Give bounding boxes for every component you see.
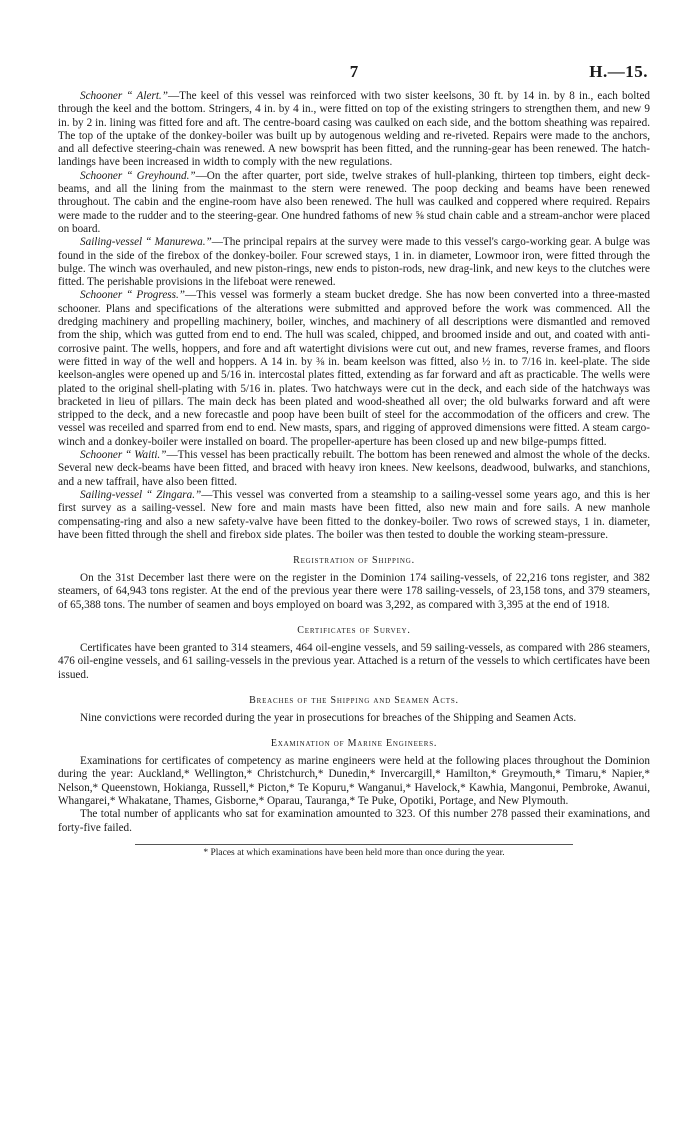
section-paragraph: On the 31st December last there were on the register in the Dominion 174 sailing-vessels, of 22,216 tons register, and 382 steamers, of 64,943 tons register. At the end of the previous year there were 178 sailing-vessels, of 23,158 tons, and 379 steamers, of 65,388 tons. The number of seamen and boys employed on board was 3,292, as compared with 3,395 at the end of 1918.: [58, 572, 650, 611]
section-paragraph: Nine convictions were recorded during the year in prosecutions for breaches of the Shipping and Seamen Acts.: [80, 711, 577, 724]
vessel-paragraph-text: —This vessel has been practically rebuilt. The bottom has been renewed and almost the whole of the decks. Several new deck-beams have been fitted, and braced with heavy iron knees. New keelsons, deadwood, bulwarks, and stanchions, and a new taffrail, have also been fitted.: [58, 449, 650, 488]
section-paragraph: Examinations for certificates of competency as marine engineers were held at the following places throughout the Dominion during the year: Auckland,* Wellington,* Christchurch,* Dunedin,* Invercargill,* Hamilton,* Greymouth,* Timaru,* Napier,* Nelson,* Queenstown, Hokianga, Russell,* Picton,* Te Kopuru,* Wanganui,* Havelock,* Kawhia, Mangonui, Pembroke, Awanui, Whangarei,* Whakatane, Thames, Gisborne,* Oparau, Tauranga,* Te Puke, Opotiki, Portage, and New Plymouth.: [58, 755, 650, 808]
section-paragraph: The total number of applicants who sat for examination amounted to 323. Of this number 278 passed their examinations, and forty-five failed.: [58, 808, 650, 834]
page-header: [58, 62, 650, 90]
document-reference: H.—15.: [589, 62, 648, 81]
vessel-name: Sailing-vessel “ Manurewa.”: [80, 236, 212, 249]
vessel-name: Schooner “ Progress.”: [80, 289, 186, 302]
vessel-repairs-section: [58, 90, 650, 542]
report-sections: [58, 555, 650, 835]
section-paragraph: Certificates have been granted to 314 steamers, 464 oil-engine vessels, and 59 sailing-vessels, as compared with 286 steamers, 476 oil-engine vessels, and 61 sailing-vessels in the previous year. Attached is a return of the vessels to which certificates have been issued.: [58, 641, 650, 681]
vessel-name: Schooner “ Greyhound.”: [80, 169, 196, 182]
vessel-paragraph: [58, 289, 650, 449]
vessel-paragraph-text: —This vessel was converted from a steamship to a sailing-vessel some years ago, and this is her first survey as a sailing-vessel. New fore and main masts have been fitted, also new main and fore sails. A new manhole compensating-ring and also a new safety-valve have been fitted to the donkey-boiler. Two rows of screwed stays, 1 in. diameter, have been fitted through the shell and firebox side plates. The boiler was then tested to double the working steam-pressure.: [58, 488, 650, 541]
footnote-rule: [135, 844, 573, 845]
vessel-paragraph-text: —This vessel was formerly a steam bucket dredge. She has now been converted into a three-masted schooner. Plans and specifications of the alterations were submitted and approved before the work was commenced. All the dredging machinery and propelling machinery, boiler, winches, and machinery of all descriptions were dismantled and removed from the ship, which was gutted from end to end. The hull was scaled, chipped, and broomed inside and out, and coated with anti-corrosive paint. The wells, hoppers, and fore and aft watertight divisions were cut out, and new frames, reverse frames, and floors were fitted in way of the well and hoppers. A 14 in. by ⅜ in. beam keelson was fitted, also ½ in. to 7/16 in. keel-plate. The side keelson-angles were opened up and 5/16 in. intercostal plates fitted, extending as far forward and aft as practicable. The wells were plated to the original shell-plating with 5/16 in. plates. Two hatchways were cut in the deck, and each side of the hatchways was bracketed in lieu of pillars. The main deck has been plated and wood-sheathed all over; the old bulwarks forward and aft were stripped to the deck, and a new forecastle and poop have been built of steel for the accommodation of the officers and crew. The vessel was receiled and sparred from end to end. New masts, spars, and rigging of approved dimensions were fitted. A steam cargo-winch and a donkey-boiler were installed on board. The propeller-aperture has been closed up and new bilge-pumps fitted.: [58, 289, 650, 448]
vessel-name: Sailing-vessel “ Zingara.”: [80, 488, 202, 501]
vessel-paragraph-text: —The principal repairs at the survey were made to this vessel's cargo-working gear. A bulge was found in the side of the firebox of the donkey-boiler. Four screwed stays, 1 in. in diameter, Lowmoor iron, were fitted through the bulge. The winch was overhauled, and new piston-rings, new ends to piston-rods, new drag-link, and new keys to the clutches were fitted. The perishable provisions in the lifeboat were renewed.: [58, 236, 650, 289]
document-body: [58, 90, 650, 835]
vessel-paragraph-text: —The keel of this vessel was reinforced with two sister keelsons, 30 ft. by 14 in. by 8 in., each bolted through the keel and the bottom. Stringers, 4 in. by 4 in., were fitted on top of the existing stringers to strengthen them, and new 9 in. by 2 in. lining was fitted fore and aft. The centre-board casing was caulked on each side, and the bottom sheathing was repaired. The top of the uptake of the donkey-boiler was built up by autogenous welding and re-riveted. Repairs were made to the anchors, and all defective steering-chain was renewed. A new bowsprit has been fitted, and the running-gear has been renewed. The hatch-landings have been increased in width to comply with the new regulations.: [58, 90, 650, 169]
vessel-paragraph: [58, 90, 650, 170]
vessel-paragraph: [58, 489, 650, 542]
vessel-paragraph-text: —On the after quarter, port side, twelve strakes of hull-planking, thirteen top timbers, eight deck-beams, and all the lining from the mainmast to the stern were renewed. The poop decking and beams have been renewed throughout. The cabin and the engine-room have also been renewed. The hull was caulked and coppered where required. Repairs were made to the rudder and to the steering-gear. One hundred fathoms of new ⅝ stud chain cable and a stream-anchor were placed on board.: [58, 169, 650, 235]
section-heading: Examination of Marine Engineers.: [270, 738, 438, 750]
vessel-paragraph: [58, 449, 650, 489]
section-heading: Breaches of the Shipping and Seamen Acts.: [249, 694, 459, 706]
vessel-name: Schooner “ Waiti.”: [80, 449, 167, 462]
footnote: * Places at which examinations have been held more than once during the year.: [203, 847, 505, 858]
section-heading: Registration of Shipping.: [293, 555, 415, 567]
page-number: 7: [349, 62, 359, 81]
vessel-paragraph: [58, 236, 650, 289]
section-heading: Certificates of Survey.: [297, 624, 411, 636]
vessel-name: Schooner “ Alert.”: [80, 90, 168, 102]
vessel-paragraph: [58, 170, 650, 236]
